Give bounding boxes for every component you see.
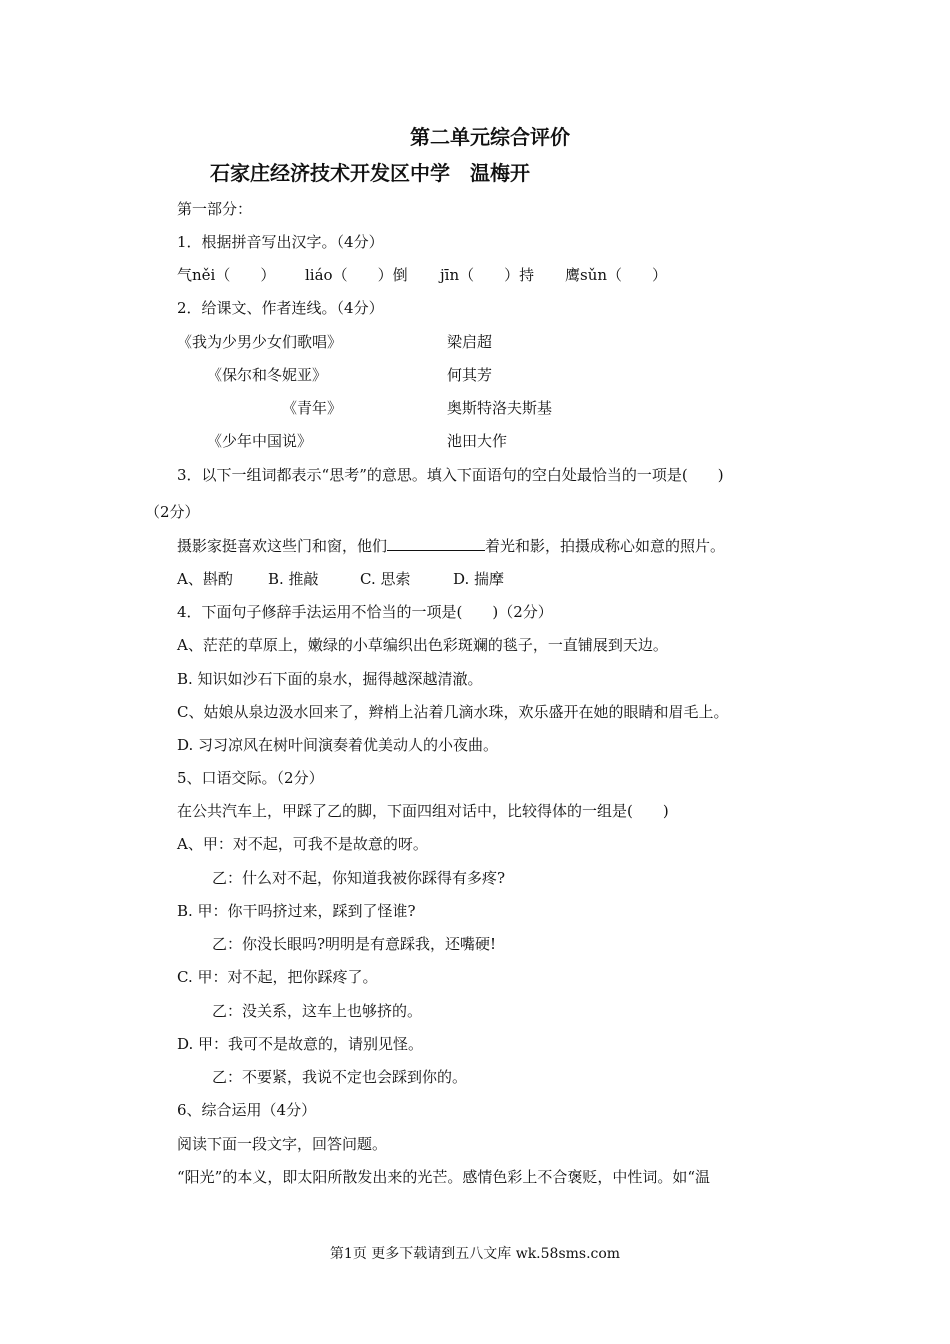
q2-author: 池田大作 bbox=[447, 432, 508, 450]
q4-option: A、茫茫的草原上，嫩绿的小草编织出色彩斑斓的毯子，一直铺展到天边。 bbox=[177, 636, 668, 654]
q3-blank bbox=[387, 536, 485, 551]
q4-option: B. 知识如沙石下面的泉水，掘得越深越清澈。 bbox=[177, 670, 483, 688]
q1-item: 气něi（ ） bbox=[177, 266, 276, 284]
q5-option-b: 乙：什么对不起，你知道我被你踩得有多疼? bbox=[212, 869, 506, 887]
q2-author: 奥斯特洛夫斯基 bbox=[447, 399, 553, 417]
q2-work: 《我为少男少女们歌唱》 bbox=[177, 333, 343, 351]
q6-stem: 6、综合运用（4分） bbox=[177, 1101, 317, 1119]
q3-sentence bbox=[177, 536, 725, 556]
q2-work: 《青年》 bbox=[282, 399, 343, 417]
q2-work: 《少年中国说》 bbox=[207, 432, 313, 450]
q5-scenario: 在公共汽车上，甲踩了乙的脚，下面四组对话中，比较得体的一组是( ) bbox=[177, 802, 669, 820]
part-label: 第一部分： bbox=[177, 200, 253, 218]
q2-author: 梁启超 bbox=[447, 333, 493, 351]
q1-item: jīn（ ）持 bbox=[440, 266, 535, 284]
q3-option: B. 推敲 bbox=[268, 570, 319, 588]
q2-author: 何其芳 bbox=[447, 366, 493, 384]
q3-sentence-before: 摄影家挺喜欢这些门和窗，他们 bbox=[177, 537, 388, 555]
q2-work: 《保尔和冬妮亚》 bbox=[207, 366, 328, 384]
page-footer: 第1页 更多下载请到五八文库 wk.58sms.com bbox=[329, 1246, 621, 1262]
q5-stem: 5、口语交际。（2分） bbox=[177, 769, 324, 787]
q5-option-a: A、甲：对不起，可我不是故意的呀。 bbox=[177, 835, 428, 853]
page-title: 第二单元综合评价 bbox=[410, 125, 570, 149]
q3-option: D. 揣摩 bbox=[453, 570, 505, 588]
q5-option-a: B. 甲：你干吗挤过来，踩到了怪谁? bbox=[177, 902, 416, 920]
q4-option: C、姑娘从泉边汲水回来了，辫梢上沾着几滴水珠，欢乐盛开在她的眼睛和眉毛上。 bbox=[177, 703, 729, 721]
q3-sentence-after: 着光和影，拍摄成称心如意的照片。 bbox=[485, 537, 726, 555]
q5-option-b: 乙：不要紧，我说不定也会踩到你的。 bbox=[212, 1068, 468, 1086]
q5-option-b: 乙：你没长眼吗?明明是有意踩我，还嘴硬! bbox=[212, 935, 497, 953]
q3-option: A、斟酌 bbox=[177, 570, 233, 588]
q3-option: C. 思索 bbox=[360, 570, 411, 588]
q5-option-a: D. 甲：我可不是故意的，请别见怪。 bbox=[177, 1035, 424, 1053]
q1-item: 鹰sǔn（ ） bbox=[565, 266, 668, 284]
q5-option-b: 乙：没关系，这车上也够挤的。 bbox=[212, 1002, 423, 1020]
q3-stem: 3．以下一组词都表示“思考”的意思。填入下面语句的空白处最恰当的一项是( ) bbox=[177, 466, 724, 484]
q2-stem: 2．给课文、作者连线。（4分） bbox=[177, 299, 384, 317]
q4-stem: 4．下面句子修辞手法运用不恰当的一项是( )（2分） bbox=[177, 603, 553, 621]
q6-instruction: 阅读下面一段文字，回答问题。 bbox=[177, 1135, 388, 1153]
q1-item: liáo（ ）倒 bbox=[305, 266, 408, 284]
q4-option: D. 习习凉风在树叶间演奏着优美动人的小夜曲。 bbox=[177, 736, 499, 754]
q5-option-a: C. 甲：对不起，把你踩疼了。 bbox=[177, 968, 378, 986]
author-line: 石家庄经济技术开发区中学 温梅开 bbox=[210, 161, 530, 185]
q3-stem-cont: （2分） bbox=[145, 503, 200, 521]
q6-passage: “阳光”的本义，即太阳所散发出来的光芒。感情色彩上不合褒贬，中性词。如“温 bbox=[177, 1168, 711, 1186]
q1-stem: 1．根据拼音写出汉字。（4分） bbox=[177, 233, 384, 251]
